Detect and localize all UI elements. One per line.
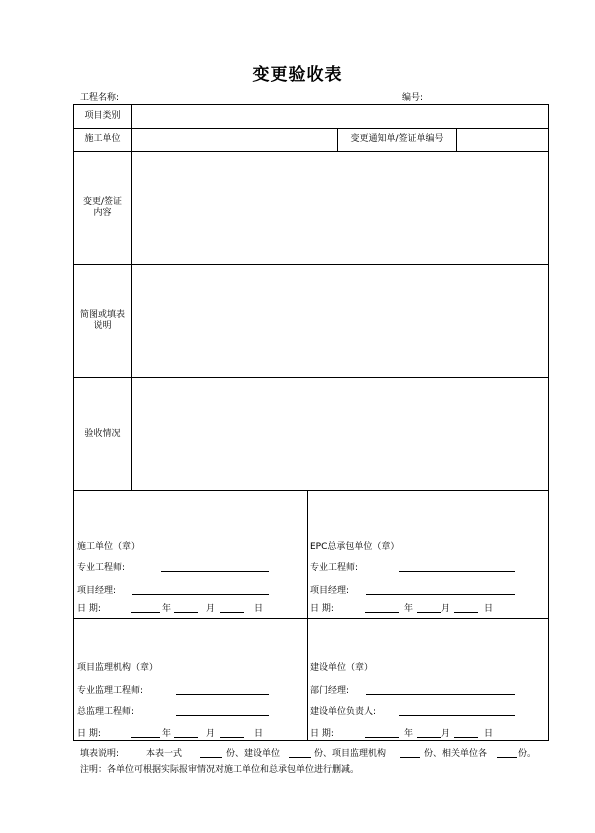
remark-note: 注明：各单位可根据实际报审情况对施工单位和总承包单位进行删减。 [80, 765, 360, 775]
sketch-label: 简图或填表 说明 [79, 310, 125, 331]
owner-leader-line[interactable] [399, 715, 515, 716]
contractor-pm-label: 项目经理: [77, 586, 117, 596]
contractor-day-label: 日 [254, 604, 264, 614]
owner-day-label: 日 [484, 729, 494, 739]
copies-owner-text: 份、建设单位 [226, 749, 281, 759]
copies-supervision-line[interactable] [400, 757, 420, 758]
supervision-date-label: 日 期: [77, 729, 101, 739]
change-content-label: 变更/签证 内容 [82, 197, 123, 218]
epc-pm-line[interactable] [366, 594, 515, 595]
acceptance-field[interactable] [132, 378, 548, 490]
contractor-month-line[interactable] [174, 612, 198, 613]
copies-end-text: 份。 [518, 749, 537, 759]
owner-date-label: 日 期: [310, 729, 334, 739]
contractor-year-line[interactable] [131, 612, 160, 613]
contractor-pm-line[interactable] [132, 594, 269, 595]
contractor-field[interactable] [132, 128, 337, 151]
chief-supervisor-line[interactable] [176, 715, 269, 716]
contractor-unit-seal: 施工单位（章） [77, 542, 141, 552]
acceptance-form-table [73, 104, 549, 741]
epc-month-label: 月 [441, 604, 451, 614]
project-type-label: 项目类别 [84, 111, 121, 121]
supervision-day-label: 日 [254, 729, 264, 739]
supervision-day-line[interactable] [220, 737, 244, 738]
contractor-label: 施工单位 [84, 134, 121, 144]
dept-manager-line[interactable] [366, 694, 515, 695]
change-notice-no-field[interactable] [457, 128, 548, 151]
epc-engineer-line[interactable] [399, 571, 515, 572]
copies-owner-line[interactable] [289, 757, 311, 758]
owner-year-label: 年 [404, 729, 414, 739]
epc-day-label: 日 [484, 604, 494, 614]
contractor-month-label: 月 [206, 604, 216, 614]
supervision-year-label: 年 [162, 729, 172, 739]
project-name-label: 工程名称: [80, 93, 120, 103]
owner-month-line[interactable] [417, 737, 441, 738]
epc-month-line[interactable] [417, 612, 441, 613]
project-type-field[interactable] [132, 105, 548, 128]
epc-pm-label: 项目经理: [310, 586, 350, 596]
contractor-day-line[interactable] [220, 612, 244, 613]
epc-year-line[interactable] [365, 612, 399, 613]
owner-unit-seal: 建设单位（章） [310, 663, 374, 673]
page-title: 变更验收表 [252, 65, 343, 85]
contractor-date-label: 日 期: [77, 604, 101, 614]
epc-engineer-label: 专业工程师: [310, 563, 359, 573]
supervision-year-line[interactable] [131, 737, 160, 738]
supervision-unit-seal: 项目监理机构（章） [77, 663, 159, 673]
epc-year-label: 年 [404, 604, 414, 614]
epc-unit-seal: EPC总承包单位（章） [310, 542, 400, 552]
copies-text: 本表一式 [146, 749, 183, 759]
acceptance-label: 验收情况 [84, 429, 121, 439]
contractor-engineer-label: 专业工程师: [77, 563, 126, 573]
owner-year-line[interactable] [365, 737, 399, 738]
change-content-field[interactable] [132, 152, 548, 264]
supervision-engineer-label: 专业监理工程师: [77, 686, 144, 696]
supervision-engineer-line[interactable] [176, 694, 269, 695]
epc-day-line[interactable] [454, 612, 478, 613]
supervision-month-label: 月 [206, 729, 216, 739]
fill-instructions-label: 填表说明: [80, 749, 120, 759]
sketch-field[interactable] [132, 265, 548, 377]
contractor-engineer-line[interactable] [161, 571, 269, 572]
supervision-month-line[interactable] [174, 737, 198, 738]
copies-line[interactable] [200, 757, 222, 758]
dept-manager-label: 部门经理: [310, 686, 350, 696]
copies-supervision-text: 份、项目监理机构 [314, 749, 387, 759]
owner-day-line[interactable] [454, 737, 478, 738]
owner-leader-label: 建设单位负责人: [310, 707, 377, 717]
copies-other-line[interactable] [497, 757, 517, 758]
owner-month-label: 月 [441, 729, 451, 739]
chief-supervisor-label: 总监理工程师: [77, 707, 135, 717]
change-notice-no-label: 变更通知单/签证单编号 [350, 134, 444, 144]
epc-date-label: 日 期: [310, 604, 334, 614]
copies-other-text: 份、相关单位各 [424, 749, 488, 759]
contractor-year-label: 年 [162, 604, 172, 614]
number-label: 编号: [402, 93, 424, 103]
